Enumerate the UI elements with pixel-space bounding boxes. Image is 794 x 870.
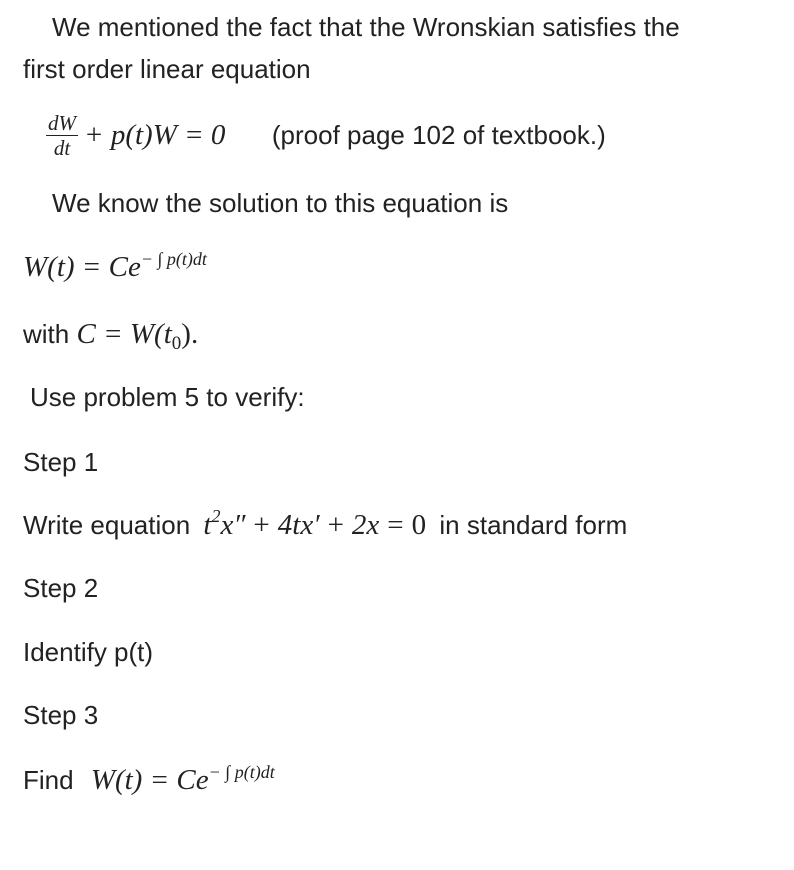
ode-rest: + p(t)W = 0 — [84, 119, 226, 151]
step-3-find: Find — [23, 765, 74, 795]
formula-lhs: W(t) = Ce — [23, 251, 141, 283]
t-zero-subscript: 0 — [171, 333, 182, 354]
initial-condition — [23, 318, 199, 354]
proof-note: (proof page 102 of textbook.) — [271, 120, 606, 150]
derivative-fraction — [46, 112, 78, 159]
with-text: with — [23, 319, 70, 349]
task-intro: Use problem 5 to verify: — [30, 382, 305, 412]
intro-line-1: We mentioned the fact that the Wronskian satisfies the — [52, 12, 680, 42]
step-3-text — [23, 764, 275, 797]
intro-line-2: first order linear equation — [23, 54, 311, 84]
step-2-text: Identify p(t) — [23, 637, 154, 667]
solution-formula — [23, 251, 207, 284]
step-1-text — [23, 506, 628, 542]
step-3-exponent: − ∫ p(t)dt — [208, 762, 275, 782]
fraction-numerator: dW — [48, 111, 76, 135]
step-1-text-after: in standard form — [439, 510, 628, 540]
with-formula: $C = W(t_0)$. — [76, 318, 199, 354]
ode-equation — [46, 112, 606, 159]
step-2-label: Step 2 — [23, 573, 99, 603]
step-1-equation: $t^2x'' + 4tx' + 2x = 0$ — [203, 506, 427, 541]
formula-exponent: − ∫ p(t)dt — [140, 249, 207, 269]
step-1-label: Step 1 — [23, 447, 99, 477]
step-3-formula: $W(t) = Ce^{- \int p(t)dt}$ — [90, 762, 275, 796]
step-1-text-before: Write equation — [23, 510, 191, 540]
step-3-label: Step 3 — [23, 700, 99, 730]
fraction-denominator: dt — [53, 136, 71, 160]
solution-lead: We know the solution to this equation is — [52, 188, 509, 218]
